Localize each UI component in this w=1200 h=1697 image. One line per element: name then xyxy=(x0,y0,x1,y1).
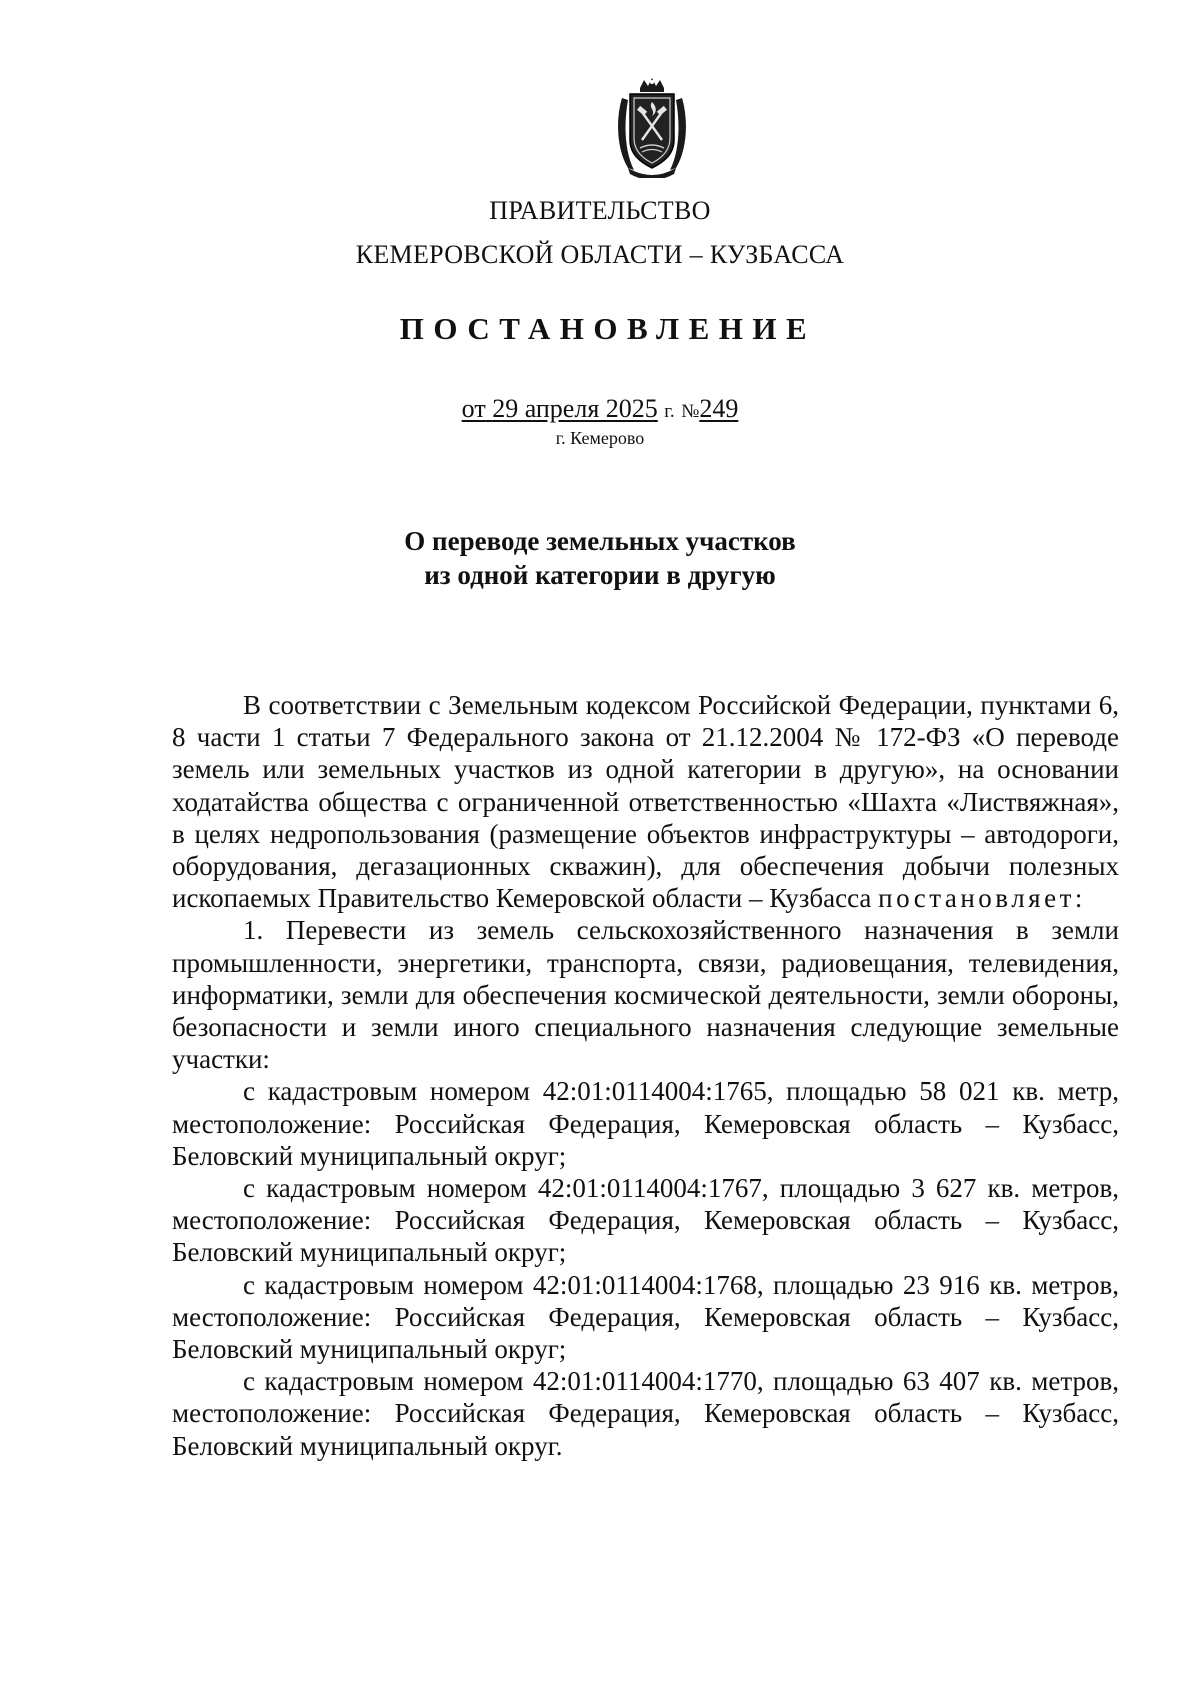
document-title-line2: из одной категории в другую xyxy=(424,560,776,590)
document-title-line1: О переводе земельных участков xyxy=(404,526,796,556)
government-name-line2: КЕМЕРОВСКОЙ ОБЛАСТИ – КУЗБАССА xyxy=(355,240,845,269)
preamble-verb: постановляет: xyxy=(878,883,1086,914)
document-body xyxy=(172,689,1119,1462)
parcel-paragraph: с кадастровым номером 42:01:0114004:1770, площадью 63 407 кв. метров, местоположение: Российская Федерация, Кемеровская область – Кузбасс, Беловский муниципальный округ. xyxy=(172,1366,1119,1461)
dateline xyxy=(0,394,1200,424)
dateline-date: 29 апреля 2025 xyxy=(492,394,658,423)
preamble-text: В соответствии с Земельным кодексом Российской Федерации, пунктами 6, 8 части 1 статьи 7 Федерального закона от 21.12.2004 № 172-ФЗ «О переводе земель или земельных участков из одной категории в другую», на основании ходатайства общества с ограниченной ответственностью «Шахта «Листвяжная», в целях недропользования (размещение объектов инфраструктуры – автодороги, оборудования, дегазационных скважин), для обеспечения добычи полезных ископаемых Правительство Кемеровской области – Кузбасса xyxy=(172,690,1119,914)
dateline-city: г. Кемерово xyxy=(555,428,645,448)
government-name-line1: ПРАВИТЕЛЬСТВО xyxy=(489,196,711,225)
item-1-paragraph: 1. Перевести из земель сельскохозяйственного назначения в земли промышленности, энергетики, транспорта, связи, радиовещания, телевидения, информатики, земли для обеспечения космической деятельности, земли обороны, безопасности и земли иного специального назначения следующие земельные участки: xyxy=(172,915,1119,1075)
parcel-paragraph: с кадастровым номером 42:01:0114004:1768, площадью 23 916 кв. метров, местоположение: Российская Федерация, Кемеровская область – Кузбасс, Беловский муниципальный округ; xyxy=(172,1269,1119,1365)
coat-of-arms-icon xyxy=(614,78,690,178)
parcel-paragraph: с кадастровым номером 42:01:0114004:1767, площадью 3 627 кв. метров, местоположение: Российская Федерация, Кемеровская область – Кузбасс, Беловский муниципальный округ; xyxy=(172,1173,1119,1268)
dateline-prefix: от xyxy=(461,394,486,423)
coat-of-arms-svg xyxy=(614,78,690,178)
dateline-date-underlined xyxy=(462,394,658,423)
dateline-number: 249 xyxy=(699,394,739,423)
parcel-paragraph: с кадастровым номером 42:01:0114004:1765, площадью 58 021 кв. метр, местоположение: Российская Федерация, Кемеровская область – Кузбасс, Беловский муниципальный округ; xyxy=(172,1076,1119,1171)
dateline-year-suffix: г. xyxy=(664,401,675,422)
preamble-paragraph xyxy=(172,689,1119,914)
document-type-heading: ПОСТАНОВЛЕНИЕ xyxy=(399,311,817,346)
dateline-number-sign: № xyxy=(681,401,700,422)
